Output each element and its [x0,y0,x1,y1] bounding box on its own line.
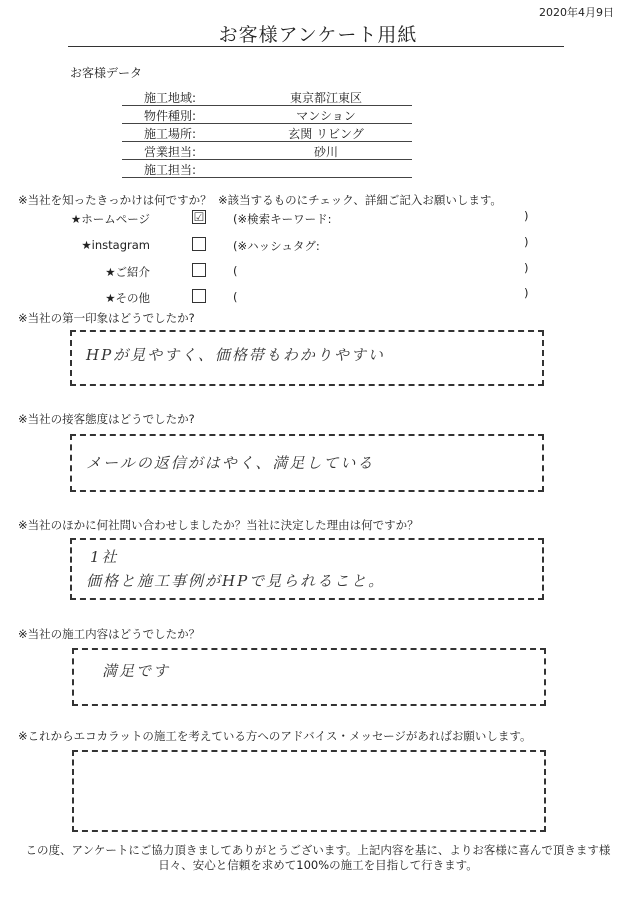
title-underline [68,46,564,47]
option-instagram-detail: (※ハッシュタグ: [233,239,320,253]
option-referral-label: ★ご紹介 [105,265,150,279]
info-value: マンション [296,109,356,123]
option-homepage-label: ★ホームページ [70,212,150,226]
info-row-location [122,124,412,142]
paren-close: ) [524,235,529,249]
info-value: 玄関 リビング [288,127,364,141]
page-title: お客様アンケート用紙 [218,24,418,46]
q3-answer-text: メールの返信がはやく、満足している [86,454,375,472]
info-label: 施工担当: [144,163,197,177]
q3-answer-box[interactable] [70,434,544,492]
q4-question: ※当社のほかに何社問い合わせしましたか？当社に決定した理由は何ですか？ [18,518,419,532]
option-other-checkbox[interactable] [192,289,206,303]
paren-close: ) [524,286,529,300]
q4-answer-line2: 価格と施工事例がHPで見られること。 [86,572,386,590]
q5-answer-box[interactable] [72,648,546,706]
survey-date: 2020年4月9日 [539,6,614,19]
customer-data-heading: お客様データ [70,66,143,80]
info-row-installer [122,160,412,178]
info-label: 施工地域: [144,91,197,105]
info-value: 砂川 [313,145,338,159]
option-other-label: ★その他 [105,291,150,305]
q2-answer-text: HPが見やすく、価格帯もわかりやすい [86,346,385,364]
paren-close: ) [524,261,529,275]
q1-question: ※当社を知ったきっかけは何ですか？ [18,193,212,207]
q6-answer-box[interactable] [72,750,546,832]
option-homepage-checkbox[interactable]: ☑ [193,210,205,224]
q4-answer-box[interactable] [70,538,544,600]
footer-line-1: この度、アンケートにご協力頂きましてありがとうございます。上記内容を基に、よりお客様に喜んで頂きます様 [25,843,611,857]
q6-question: ※これからエコカラットの施工を考えている方へのアドバイス・メッセージがあればお願いします。 [18,729,532,743]
option-instagram-label: ★instagram [81,238,150,252]
q2-question: ※当社の第一印象はどうでしたか? [18,311,195,325]
option-instagram-checkbox[interactable] [192,237,206,251]
info-value: 東京都江東区 [289,91,362,105]
info-label: 施工場所: [144,127,197,141]
q4-answer-line1: 1社 [90,548,119,566]
option-homepage-detail: (※検索キーワード: [233,212,332,226]
info-label: 物件種別: [144,109,197,123]
info-row-property-type [122,106,412,124]
info-row-area [122,88,412,106]
q5-question: ※当社の施工内容はどうでしたか？ [18,627,201,641]
q2-answer-box[interactable] [70,330,544,386]
info-row-sales-rep [122,142,412,160]
option-referral-checkbox[interactable] [192,263,206,277]
option-referral-detail: ( [233,264,238,278]
q1-instruction: ※該当するものにチェック、詳細ご記入お願いします。 [218,193,502,207]
paren-close: ) [524,209,529,223]
info-label: 営業担当: [144,145,197,159]
q5-answer-text: 満足です [102,662,171,680]
q3-question: ※当社の接客態度はどうでしたか? [18,412,195,426]
option-other-detail: ( [233,290,238,304]
footer-line-2: 日々、安心と信頼を求めて100%の施工を目指して行きます。 [158,858,478,872]
